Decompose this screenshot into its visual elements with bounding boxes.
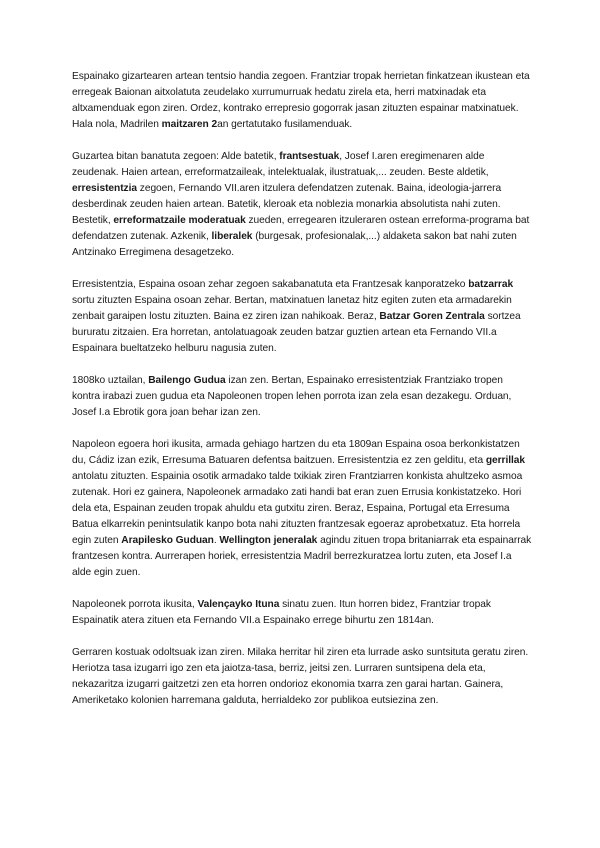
text-run: agindu zituen tropa britaniarrak eta espainarrak frantzesen kontra. Aurrerapen horiek, erresistentzia Madril berrezkuratzea lortu zuten, eta Josef I.a alde egin zuen.	[72, 535, 532, 578]
bold-term-arapilesko-guduan: Arapilesko Guduan	[121, 535, 214, 546]
text-run: zueden, erregearen itzuleraren ostean erreforma-programa bat defendatzen zutenak. Azkenik,	[72, 215, 530, 242]
text-run: Erresistentzia, Espaina osoan zehar zegoen sakabanatuta eta Frantzesak kanporatzeko	[72, 279, 469, 290]
bold-term-batzar-goren-zentrala: Batzar Goren Zentrala	[379, 311, 485, 322]
bold-term-frantsestuak: frantsestuak	[279, 151, 340, 162]
paragraph-1	[72, 69, 532, 133]
text-run: Guzartea bitan banatuta zegoen: Alde batetik,	[72, 151, 280, 162]
bold-term-wellington-jeneralak: Wellington jeneralak	[219, 535, 318, 546]
bold-term-gerrillak: gerrillak	[485, 455, 526, 466]
bold-term-erreformatzaile-moderatuak: erreformatzaile moderatuak	[113, 215, 246, 226]
text-run: Napoleon egoera hori ikusita, armada gehiago hartzen du eta 1809an Espaina osoa berkonkistatzen du, Cádiz izan ezik, Erresuma Batuaren defentsa baitzuen. Erresistentzia ez zen gelditu, eta	[72, 439, 520, 466]
text-run: , Josef I.aren eregimenaren alde zeudenak. Haien artean, erreformatzaileak, intelektualak, ilustratuak,... zeuden. Beste aldetik,	[72, 151, 489, 178]
bold-term-maitzaren-2: maitzaren 2	[161, 119, 218, 130]
text-run: zegoen, Fernando VII.aren itzulera defendatzen zutenak. Baina, ideologia-jarrera desberdinak zeuden haien artean. Batetik, kleroak eta noblezia monarkia absolutista nahi zuten. Bestetik,	[72, 183, 502, 226]
paragraph-3	[72, 277, 532, 357]
bold-term-bailengo-gudua: Bailengo Gudua	[148, 375, 226, 386]
text-run: antolatu zituzten. Espainia osotik armadako talde txikiak ziren Frantziarren konkista ahultzeko asmoa zutenak. Hori ez gainera, Napoleonek armadako zati handi bat eran zuen Errusia konkistatzeko. Hori dela eta, Espainan zeuden tropak ahuldu eta gutxitu ziren. Beraz, Espaina, Portugal eta Erresuma Batua elkarrekin penintsulatik kanpo bota nahi zituzten frantzesak egoeraz aprobetxatuz. Eta horrela egin zuten	[72, 471, 523, 546]
bold-term-valencayko-ituna: Valençayko Ituna	[197, 599, 280, 610]
text-run: sinatu zuen. Itun horren bidez, Frantziar tropak Espainatik atera zituen eta Fernando VII.a Espainako errege bihurtu zen 1814an.	[72, 599, 491, 626]
paragraph-4	[72, 373, 532, 421]
bold-term-batzarrak: batzarrak	[468, 279, 514, 290]
text-run: izan zen. Bertan, Espainako erresistentziak Frantziako tropen kontra irabazi zuen gudua eta Napoleonen tropen lehen porrota izan zela esan dezakegu. Orduan, Josef I.a Ebrotik gora joan behar izan zen.	[72, 375, 512, 418]
paragraph-6	[72, 597, 532, 629]
paragraph-7	[72, 645, 532, 709]
bold-term-erresistentzia: erresistentzia	[72, 183, 137, 194]
text-run: (burgesak, profesionalak,...) aldaketa sakon bat nahi zuten Antzinako Erregimena desagetzeko.	[72, 231, 517, 258]
text-run: Espainako gizartearen artean tentsio handia zegoen. Frantziar tropak herrietan finkatzean ikustean eta erregeak Baionan aitxolatuta zeudelako xurrumurruak hedatu zirela eta, herri matxinadak eta altxamenduak egon ziren. Ordez, kontrako errepresio gogorrak jasan zituzten espainar matxinatuek. Hala nola, Madrilen	[72, 71, 530, 130]
text-run: sortzea bururatu zitzaien. Era horretan, antolatuagoak zeuden batzar guztien artean eta Fernando VII.a Espainara bueltatzeko helburu nagusia zuten.	[72, 311, 521, 354]
text-run: .	[213, 535, 220, 546]
text-run: Napoleonek porrota ikusita,	[72, 599, 198, 610]
text-run: 1808ko uztailan,	[72, 375, 149, 386]
text-run: sortu zituzten Espaina osoan zehar. Bertan, matxinatuen lanetaz hitz egiten zuten eta armadarekin zenbait garaipen lostu zituzten. Baina ez ziren izan nahikoak. Beraz,	[72, 295, 512, 322]
text-run: an gertatutako fusilamenduak.	[217, 119, 353, 130]
document-body	[72, 69, 532, 725]
text-run: Gerraren kostuak odoltsuak izan ziren. Milaka herritar hil ziren eta lurrade asko suntsituta geratu ziren. Heriotza tasa izugarri igo zen eta jaiotza-tasa, berriz, jeitsi zen. Lurraren suntsipena dela eta, nekazaritza izugarri gaitzetzi zen eta horren ondorioz ekonomia txarra zen garai hartan. Gainera, Ameriketako kolonien harremana galduta, herrialdeko zor publikoa eutsiezina zen.	[72, 647, 529, 706]
paragraph-2	[72, 149, 532, 261]
bold-term-liberalek: liberalek	[211, 231, 253, 242]
paragraph-5	[72, 437, 532, 581]
